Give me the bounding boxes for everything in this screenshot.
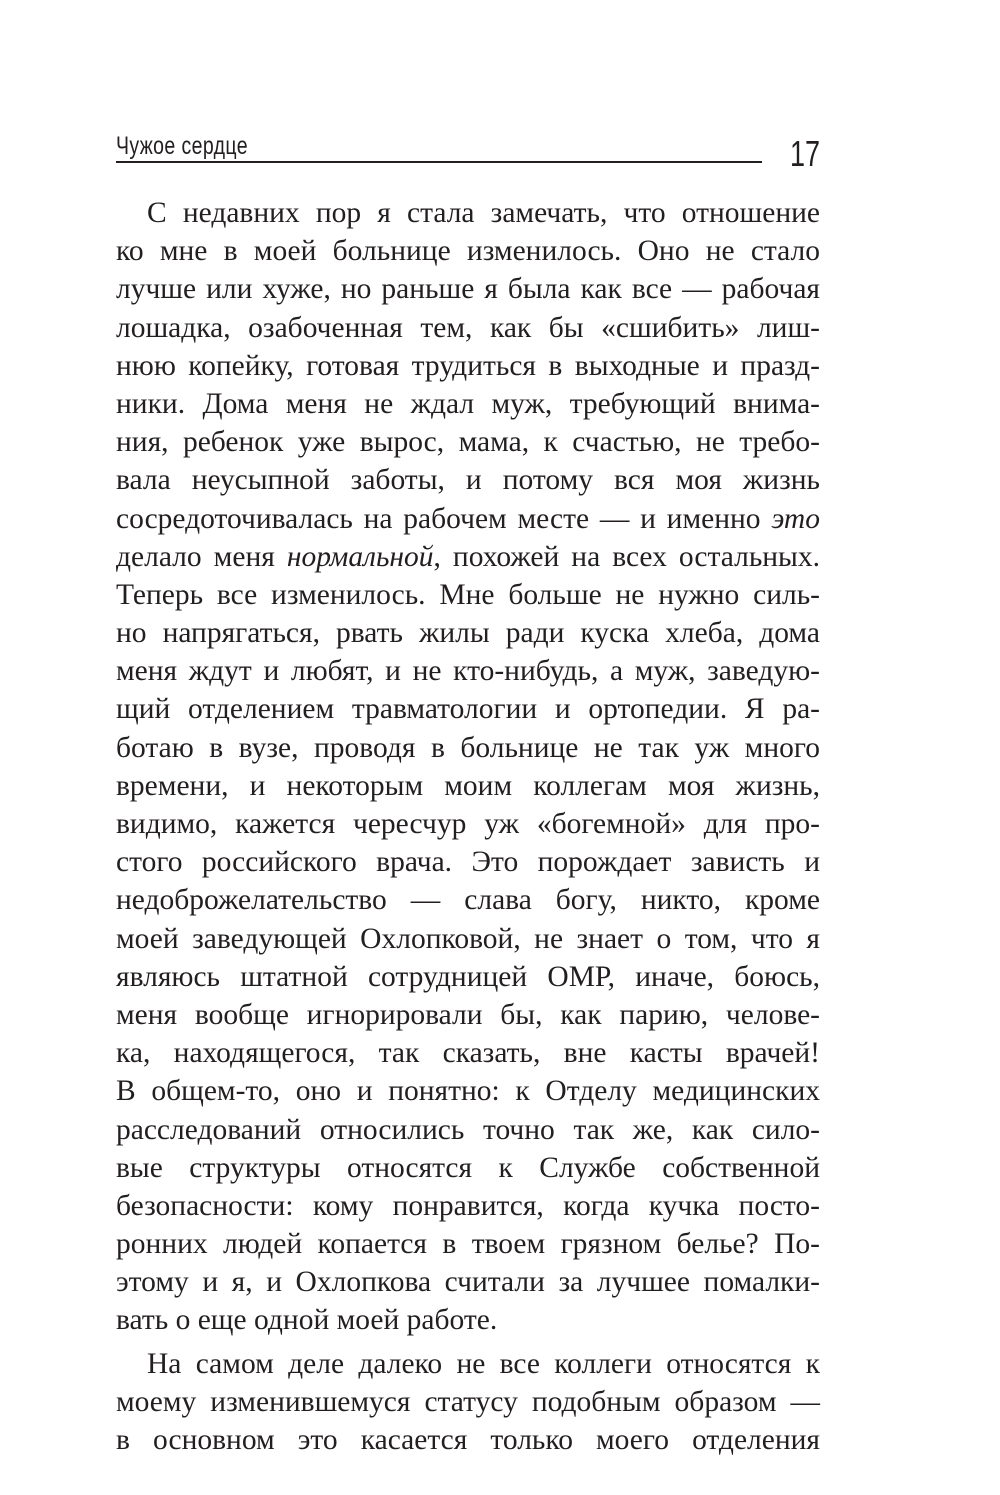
text-line bbox=[116, 500, 820, 538]
text-line: ники. Дома меня не ждал муж, требующий внима- bbox=[116, 387, 820, 420]
emphasis-run: это bbox=[771, 502, 820, 535]
text-line: вала неусыпной заботы, и потому вся моя жизнь bbox=[116, 464, 820, 497]
text-line: Теперь все изменилось. Мне больше не нужно силь- bbox=[116, 578, 820, 611]
text-line: недоброжелательство — слава богу, никто, кроме bbox=[116, 884, 820, 917]
text-line: меня вообще игнорировали бы, как парию, челове- bbox=[116, 998, 820, 1031]
emphasis-run: нормальной bbox=[286, 540, 434, 573]
text-line: моему изменившемуся статусу подобным образом — bbox=[116, 1385, 820, 1418]
text-line: ботаю в вузе, проводя в больнице не так уж много bbox=[116, 731, 820, 764]
text-line: нюю копейку, готовая трудиться в выходные и празд- bbox=[116, 349, 820, 382]
running-head bbox=[116, 126, 762, 166]
text-line: В общем-то, оно и понятно: к Отделу медицинских bbox=[116, 1075, 820, 1108]
text-line: безопасности: кому понравится, когда кучка посто- bbox=[116, 1189, 820, 1222]
text-line: лучше или хуже, но раньше я была как все — рабочая bbox=[116, 273, 820, 306]
text-line: расследований относились точно так же, как сило- bbox=[116, 1113, 820, 1146]
header-rule bbox=[116, 161, 762, 163]
text-line: времени, и некоторым моим коллегам моя жизнь, bbox=[116, 769, 820, 802]
text-line: вать о еще одной моей работе. bbox=[116, 1304, 498, 1337]
text-line: видимо, кажется чересчур уж «богемной» для про- bbox=[116, 808, 820, 840]
text-line: щий отделением травматологии и ортопедии. Я ра- bbox=[116, 693, 820, 726]
text-run: сосредоточивалась на рабочем месте — и именно bbox=[116, 502, 772, 535]
text-line: вые структуры относятся к Службе собственной bbox=[116, 1151, 820, 1184]
text-line: ка, находящегося, так сказать, вне касты врачей! bbox=[116, 1037, 820, 1070]
text-line: ронних людей копается в твоем грязном белье? По- bbox=[116, 1228, 820, 1261]
page-number: 17 bbox=[790, 133, 821, 174]
body-text bbox=[116, 194, 820, 1459]
text-line: лошадка, озабоченная тем, как бы «сшибить» лиш- bbox=[116, 311, 820, 344]
text-line: меня ждут и любят, и не кто-нибудь, а муж, заведую- bbox=[116, 655, 820, 688]
text-line: ния, ребенок уже вырос, мама, к счастью, не требо- bbox=[116, 426, 820, 459]
running-title: Чужое сердце bbox=[116, 132, 248, 160]
text-line: но напрягаться, рвать жилы ради куска хлеба, дома bbox=[116, 617, 820, 650]
text-line: этому и я, и Охлопкова считали за лучшее помалки- bbox=[116, 1266, 820, 1299]
text-line: в основном это касается только моего отделения bbox=[116, 1424, 820, 1456]
text-line: С недавних пор я стала замечать, что отношение bbox=[147, 197, 820, 229]
text-line: моей заведующей Охлопковой, не знает о том, что я bbox=[116, 922, 820, 955]
text-line: являюсь штатной сотрудницей ОМР, иначе, боюсь, bbox=[116, 960, 820, 993]
text-line: стого российского врача. Это порождает зависть и bbox=[116, 846, 820, 879]
text-line: ко мне в моей больнице изменилось. Оно не стало bbox=[116, 235, 820, 268]
text-line bbox=[116, 538, 820, 576]
text-line: На самом деле далеко не все коллеги относятся к bbox=[147, 1347, 820, 1380]
text-run: делало меня bbox=[116, 540, 287, 573]
text-run: , похожей на всех остальных. bbox=[433, 540, 820, 573]
